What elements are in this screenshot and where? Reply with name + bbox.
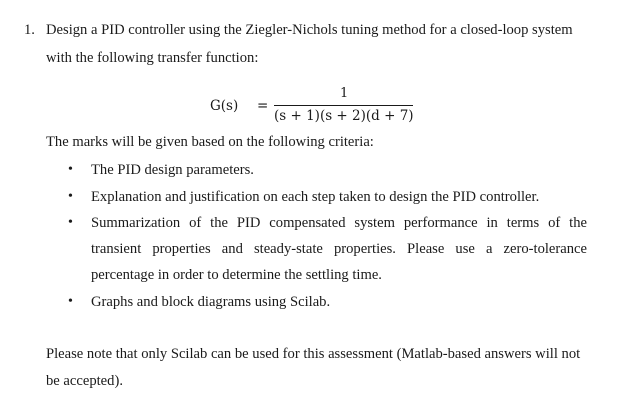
- criteria-item-2: Explanation and justification on each step taken to design the PID controller.: [91, 189, 540, 205]
- note-line-2: be accepted).: [46, 373, 123, 389]
- question-text-line-2: with the following transfer function:: [46, 50, 259, 66]
- criteria-item-3-line-2: transient properties and steady-state properties. Please use a zero-tolerance: [91, 241, 587, 257]
- question-text-line-1: Design a PID controller using the Ziegler-Nichols tuning method for a closed-loop system: [46, 22, 573, 38]
- bullet-icon: •: [68, 189, 73, 204]
- formula-denominator: (s + 1)(s + 2)(d + 7): [274, 108, 414, 124]
- formula-equals: =: [257, 98, 269, 114]
- criteria-intro: The marks will be given based on the following criteria:: [46, 134, 374, 150]
- criteria-item-3-line-1: Summarization of the PID compensated system performance in terms of the: [91, 215, 587, 231]
- transfer-function-formula: [210, 86, 430, 126]
- fraction-bar: [274, 105, 413, 106]
- question-number: 1.: [24, 22, 35, 38]
- note-line-1: Please note that only Scilab can be used for this assessment (Matlab-based answers will not: [46, 346, 581, 362]
- criteria-item-1: The PID design parameters.: [91, 162, 254, 178]
- bullet-icon: •: [68, 215, 73, 230]
- formula-numerator: 1: [340, 86, 349, 101]
- criteria-item-3-line-3: percentage in order to determine the settling time.: [91, 267, 382, 283]
- bullet-icon: •: [68, 294, 73, 309]
- formula-lhs: G(s): [210, 98, 239, 114]
- criteria-item-4: Graphs and block diagrams using Scilab.: [91, 294, 331, 310]
- bullet-icon: •: [68, 162, 73, 177]
